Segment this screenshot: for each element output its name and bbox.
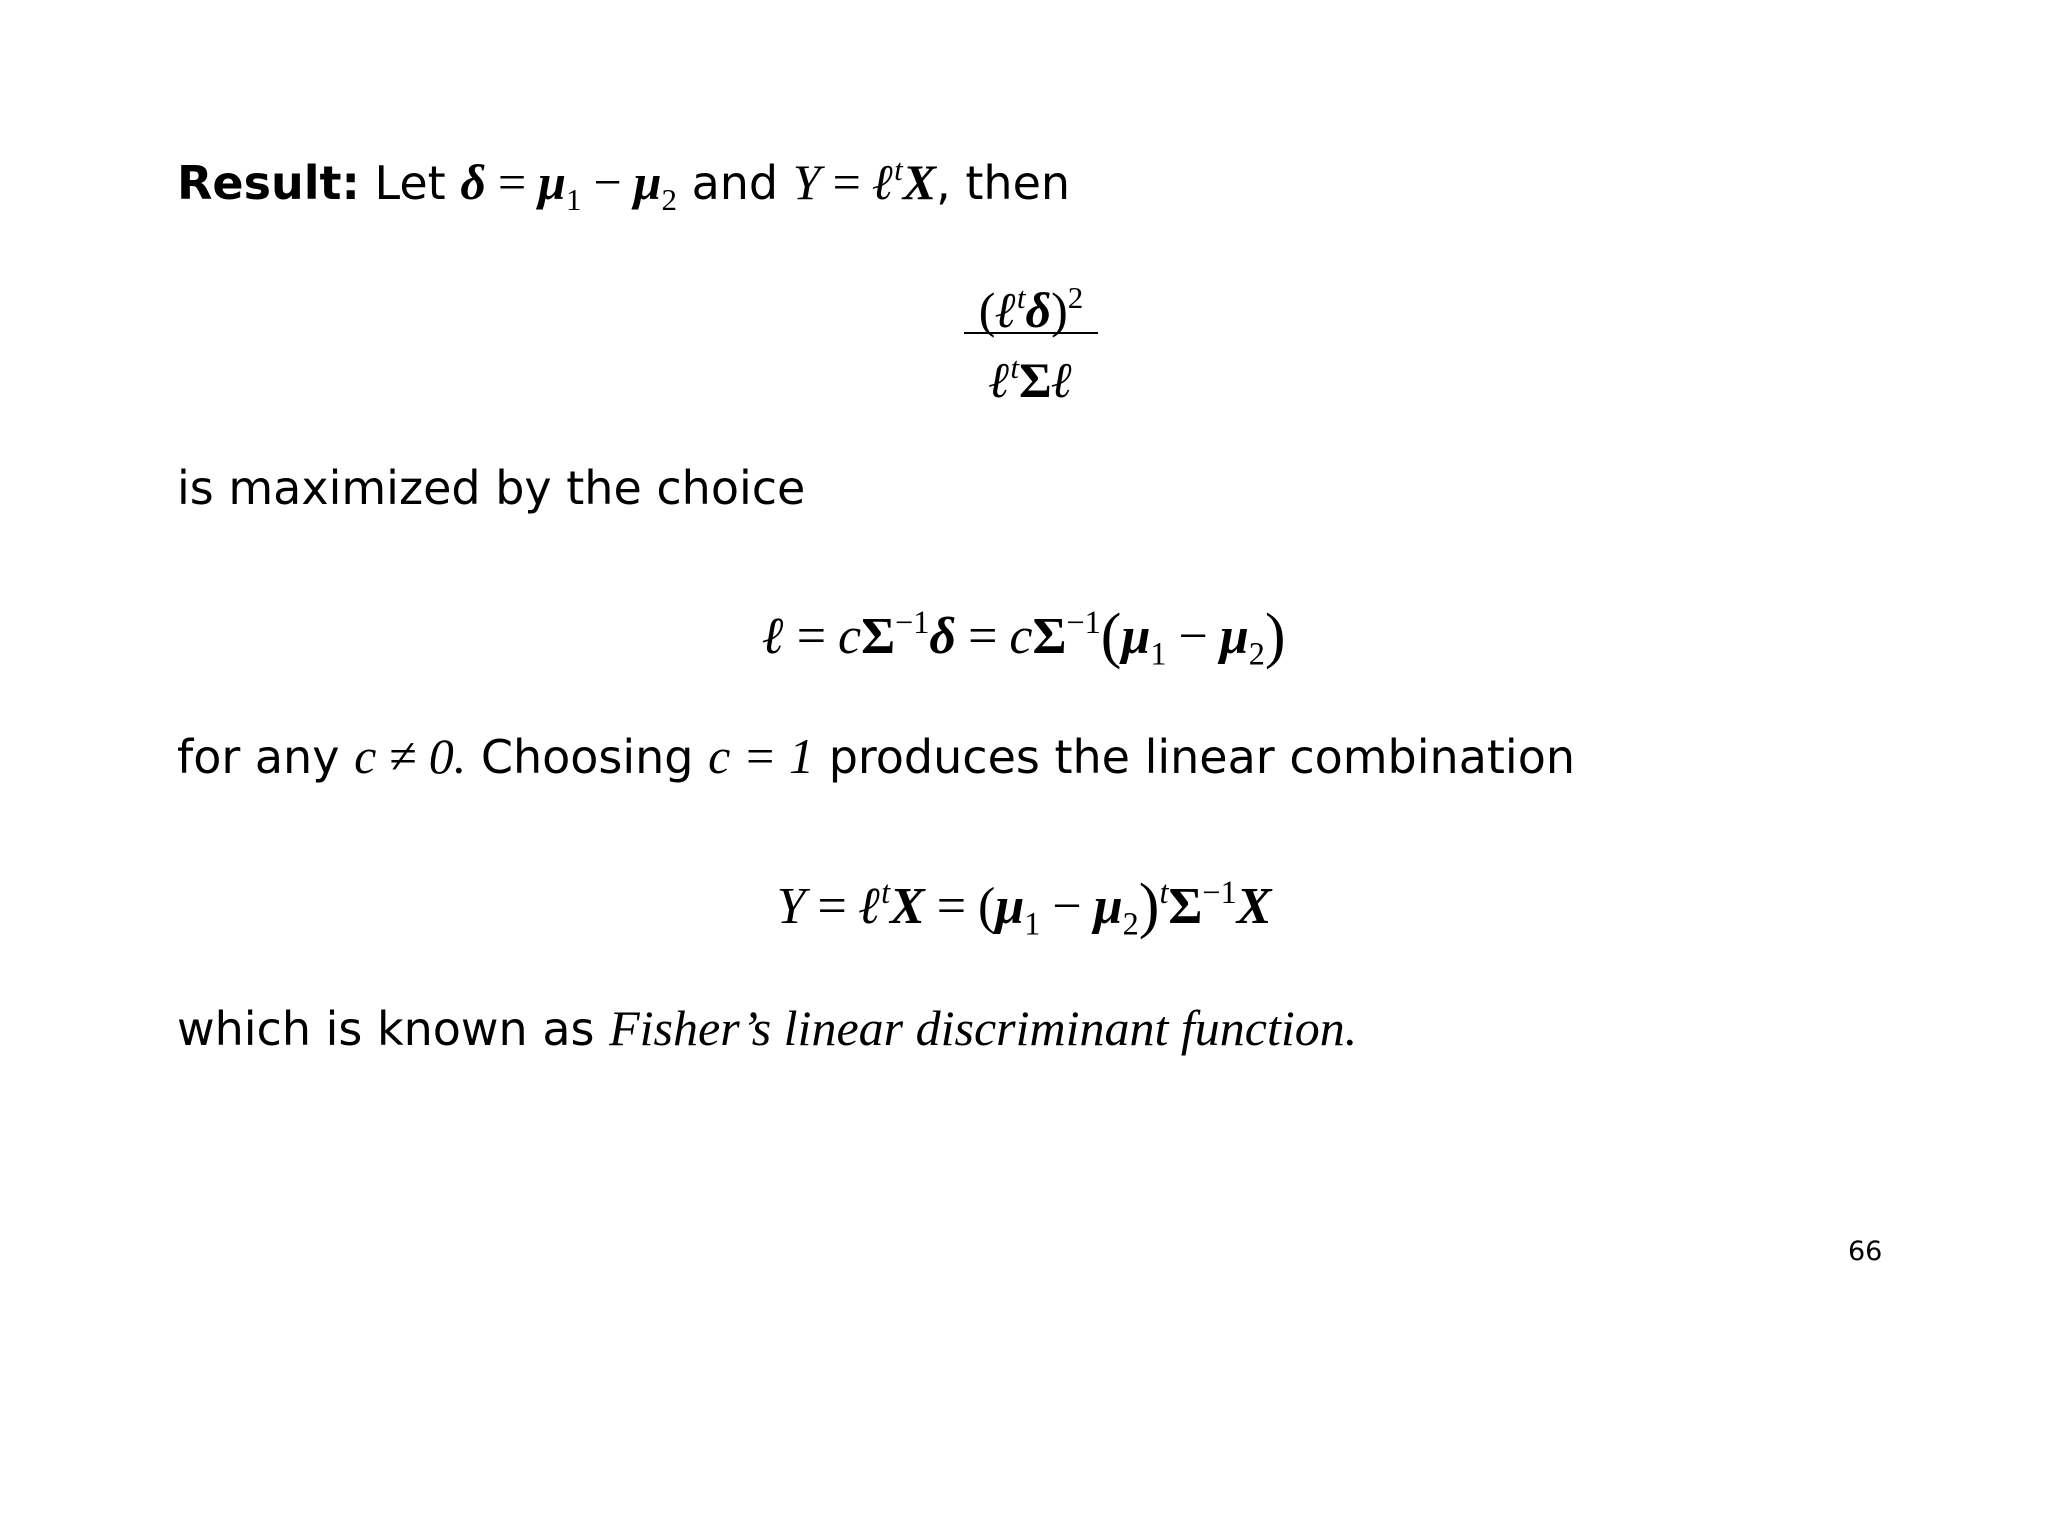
choice-equation: ℓ = $c\Sigma^{-1}\delta = c\Sigma^{-1}(\mu_1 - \mu_2)$ (762, 601, 1286, 672)
fisher-text: which is known as Fisher’s linear discriminant function. (177, 1000, 1358, 1056)
ratio-fraction (964, 268, 1098, 410)
y-definition: Y = ℓ$^t$X (792, 152, 937, 211)
let-word: Let (374, 156, 446, 211)
choosing-text: for any c ≠ 0. Choosing c = 1 produces the linear combination (177, 728, 1575, 784)
and-word: and (691, 156, 779, 211)
result-label: Result: (177, 156, 360, 211)
then-word: , then (936, 156, 1071, 211)
c-neq-zero: c ≠ 0. (354, 728, 467, 784)
delta-definition: $\delta = \mu_1 - \mu_2$ (460, 154, 677, 218)
result-statement (177, 140, 1070, 230)
combination-equation: Y = ℓ$^t$X = $(\mu_1 - \mu_2)^t\Sigma^{-1}X$ (776, 871, 1272, 942)
fisher-term: Fisher’s linear discriminant function. (609, 1000, 1358, 1056)
c-equals-one: c = 1 (708, 728, 815, 784)
ratio-numerator: (ℓ$^t$δ)$^2$ (978, 280, 1084, 339)
maximized-text: is maximized by the choice (177, 461, 806, 515)
page-number: 66 (1848, 1236, 1883, 1267)
ratio-denominator: ℓ$^t$Σℓ (988, 350, 1074, 409)
